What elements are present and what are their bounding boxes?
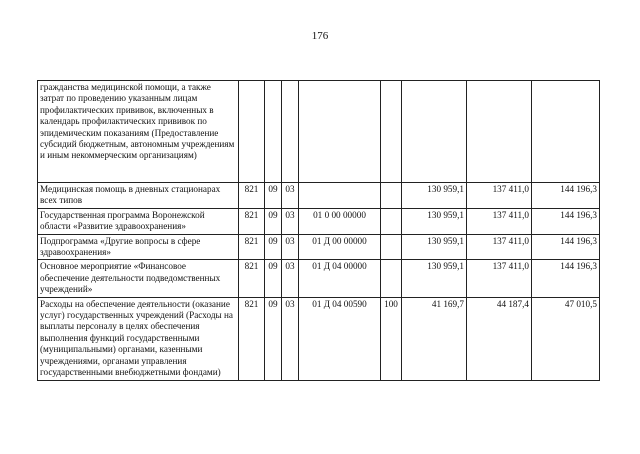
row-section: 09 [265,234,282,260]
row-value-1: 41 169,7 [402,297,467,380]
row-section: 09 [265,208,282,234]
row-name: Основное мероприятие «Финансовое обеспечение деятельности подведомственных учреждений» [38,260,239,297]
row-code: 821 [239,183,265,209]
row-name: гражданства медицинской помощи, а также затрат по проведению указанным лицам профилактических прививок, включенных в календарь профилактических прививок по эпидемическим показаниям (Предоставление субсидий бюджетным, автономным учреждениям и иным некоммерческим организациям) [38,81,239,183]
row-target [299,183,381,209]
row-value-2: 137 411,0 [467,183,532,209]
row-value-1: 130 959,1 [402,208,467,234]
row-code: 821 [239,297,265,380]
table-row [38,208,600,234]
row-subsection: 03 [282,208,299,234]
table-row [38,81,600,183]
row-target: 01 0 00 00000 [299,208,381,234]
row-value-2: 137 411,0 [467,208,532,234]
row-code: 821 [239,260,265,297]
row-exp-type [381,81,402,183]
row-section: 09 [265,297,282,380]
row-value-3: 144 196,3 [532,234,600,260]
row-value-3: 47 010,5 [532,297,600,380]
row-exp-type [381,208,402,234]
row-value-1 [402,81,467,183]
row-value-3 [532,81,600,183]
page-number: 176 [311,30,329,42]
row-value-1: 130 959,1 [402,234,467,260]
row-name: Расходы на обеспечение деятельности (оказание услуг) государственных учреждений (Расходы на выплаты персоналу в целях обеспечения выполнения функций государственными (муниципальными) органами, казенными учреждениями, органами управления государственными внебюджетными фондами) [38,297,239,380]
row-value-2: 44 187,4 [467,297,532,380]
row-value-3: 144 196,3 [532,208,600,234]
row-code: 821 [239,208,265,234]
row-code: 821 [239,234,265,260]
row-target: 01 Д 04 00590 [299,297,381,380]
table-row [38,260,600,297]
row-value-3: 144 196,3 [532,260,600,297]
row-exp-type [381,183,402,209]
row-subsection: 03 [282,234,299,260]
row-exp-type [381,234,402,260]
row-name: Государственная программа Воронежской области «Развитие здравоохранения» [38,208,239,234]
table-row [38,297,600,380]
row-subsection: 03 [282,183,299,209]
row-target: 01 Д 00 00000 [299,234,381,260]
row-subsection: 03 [282,297,299,380]
row-subsection: 03 [282,260,299,297]
row-name: Подпрограмма «Другие вопросы в сфере здравоохранения» [38,234,239,260]
row-name: Медицинская помощь в дневных стационарах всех типов [38,183,239,209]
row-subsection [282,81,299,183]
row-value-3: 144 196,3 [532,183,600,209]
row-value-2: 137 411,0 [467,260,532,297]
row-exp-type [381,260,402,297]
row-value-2 [467,81,532,183]
budget-table [37,80,600,381]
row-section: 09 [265,260,282,297]
table-row [38,183,600,209]
row-value-1: 130 959,1 [402,260,467,297]
row-target [299,81,381,183]
row-value-1: 130 959,1 [402,183,467,209]
row-exp-type: 100 [381,297,402,380]
row-value-2: 137 411,0 [467,234,532,260]
row-section: 09 [265,183,282,209]
table-row [38,234,600,260]
row-code [239,81,265,183]
row-section [265,81,282,183]
row-target: 01 Д 04 00000 [299,260,381,297]
